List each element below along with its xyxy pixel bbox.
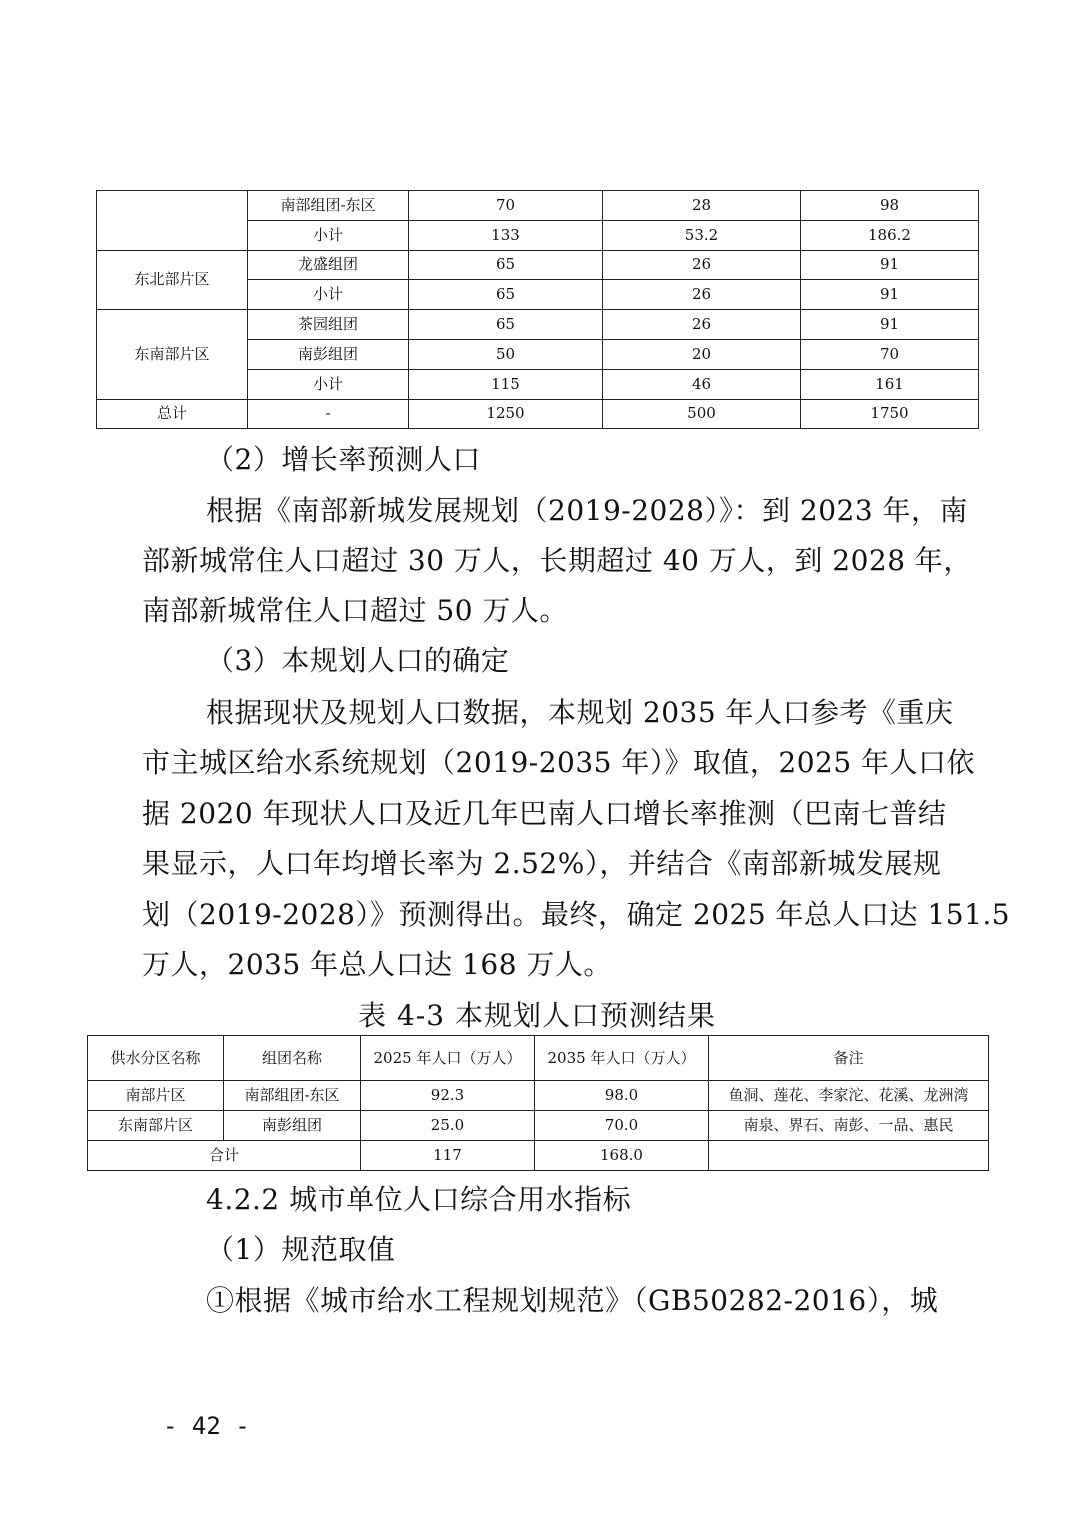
paragraph-line: ①根据《城市给水工程规划规范》（GB50282-2016），城 [206, 1284, 939, 1317]
table-cell [97, 191, 248, 251]
population-table-continued [96, 190, 979, 429]
table-header-cell: 备注 [709, 1036, 989, 1081]
table-cell: 小计 [248, 220, 409, 250]
table-cell: 91 [801, 280, 979, 310]
section-heading-planned-population: （3）本规划人口的确定 [206, 644, 510, 677]
table-cell: 98.0 [535, 1081, 709, 1111]
section-heading-growth-rate: （2）增长率预测人口 [206, 443, 481, 476]
table-cell: 65 [409, 280, 603, 310]
paragraph-line: 南部新城常住人口超过 50 万人。 [142, 594, 568, 627]
table-cell: 小计 [248, 369, 409, 399]
table-cell: 南彭组团 [224, 1111, 361, 1141]
table-cell: 70 [409, 191, 603, 221]
table-cell: 70.0 [535, 1111, 709, 1141]
table-cell: 1750 [801, 399, 979, 429]
table-cell: 28 [603, 191, 801, 221]
table-row [97, 191, 979, 221]
table-row [97, 250, 979, 280]
table-row [97, 310, 979, 340]
table-cell: 南部组团-东区 [224, 1081, 361, 1111]
paragraph-line: 划（2019-2028）》预测得出。最终，确定 2025 年总人口达 151.5 [142, 898, 1011, 931]
paragraph-line: 根据现状及规划人口数据，本规划 2035 年人口参考《重庆 [206, 696, 954, 729]
paragraph-line: 部新城常住人口超过 30 万人，长期超过 40 万人，到 2028 年， [142, 544, 972, 577]
table-cell: 小计 [248, 280, 409, 310]
table-cell: 98 [801, 191, 979, 221]
table-cell: 20 [603, 339, 801, 369]
table-cell: 115 [409, 369, 603, 399]
table-cell: 鱼洞、莲花、李家沱、花溪、龙洲湾 [709, 1081, 989, 1111]
table-cell: 92.3 [361, 1081, 535, 1111]
table-cell: 186.2 [801, 220, 979, 250]
table-cell: 168.0 [535, 1141, 709, 1171]
table-cell: 26 [603, 280, 801, 310]
table-header-cell: 供水分区名称 [88, 1036, 224, 1081]
paragraph-line: 根据《南部新城发展规划（2019-2028）》：到 2023 年，南 [206, 494, 969, 527]
table-cell: 南部组团-东区 [248, 191, 409, 221]
table-header-cell: 2025 年人口（万人） [361, 1036, 535, 1081]
table-cell: 26 [603, 250, 801, 280]
paragraph-line: 市主城区给水系统规划（2019-2035 年）》取值，2025 年人口依 [142, 746, 976, 779]
table-cell: 70 [801, 339, 979, 369]
table-cell: 合计 [88, 1141, 361, 1171]
table-cell: 南泉、界石、南彭、一品、惠民 [709, 1111, 989, 1141]
table-cell: 133 [409, 220, 603, 250]
table-cell: 65 [409, 250, 603, 280]
table-cell: 南彭组团 [248, 339, 409, 369]
table-cell: 91 [801, 310, 979, 340]
table-total-row [88, 1141, 989, 1171]
table-row [88, 1081, 989, 1111]
table-cell: 25.0 [361, 1111, 535, 1141]
table-row [88, 1111, 989, 1141]
table-header-row [88, 1036, 989, 1081]
paragraph-line: 据 2020 年现状人口及近几年巴南人口增长率推测（巴南七普结 [142, 797, 947, 830]
table-cell: 东南部片区 [97, 310, 248, 399]
table-cell: 26 [603, 310, 801, 340]
sub-heading: （1）规范取值 [206, 1233, 396, 1266]
population-forecast-table [87, 1035, 989, 1171]
table-cell: 龙盛组团 [248, 250, 409, 280]
table-cell: - [248, 399, 409, 429]
table-cell: 茶园组团 [248, 310, 409, 340]
table-cell: 53.2 [603, 220, 801, 250]
table-cell: 南部片区 [88, 1081, 224, 1111]
table-row [97, 399, 979, 429]
table-cell: 1250 [409, 399, 603, 429]
paragraph-line: 果显示，人口年均增长率为 2.52%），并结合《南部新城发展规 [142, 847, 942, 880]
section-title: 4.2.2 城市单位人口综合用水指标 [206, 1183, 632, 1216]
table-cell: 65 [409, 310, 603, 340]
table-cell: 东北部片区 [97, 250, 248, 310]
table-cell: 117 [361, 1141, 535, 1171]
table-caption: 表 4-3 本规划人口预测结果 [358, 999, 716, 1032]
paragraph-line: 万人，2035 年总人口达 168 万人。 [142, 948, 612, 981]
table-header-cell: 组团名称 [224, 1036, 361, 1081]
table-cell: 500 [603, 399, 801, 429]
table-cell: 91 [801, 250, 979, 280]
table-cell [709, 1141, 989, 1171]
page-number: - 42 - [163, 1412, 250, 1440]
table-cell: 东南部片区 [88, 1111, 224, 1141]
table-header-cell: 2035 年人口（万人） [535, 1036, 709, 1081]
table-cell: 总计 [97, 399, 248, 429]
table-cell: 50 [409, 339, 603, 369]
table-cell: 46 [603, 369, 801, 399]
table-cell: 161 [801, 369, 979, 399]
